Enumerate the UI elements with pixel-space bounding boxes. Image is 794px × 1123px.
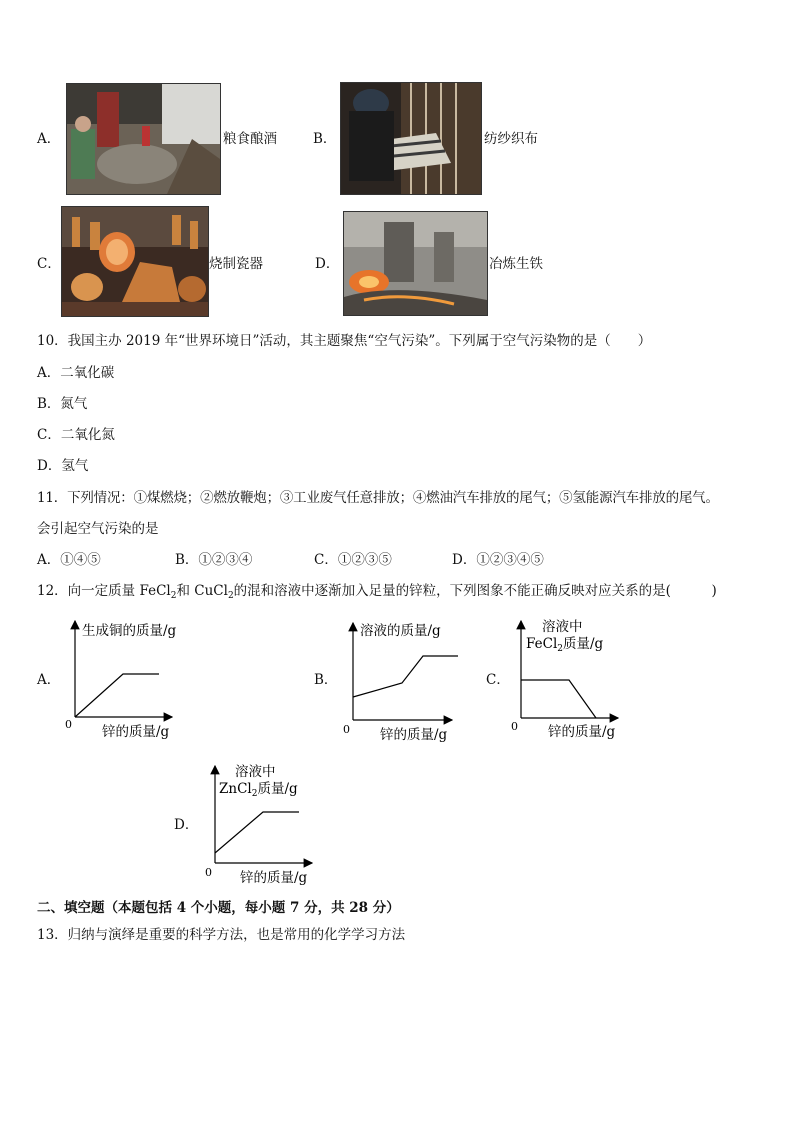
q11-stem-line1: 11．下列情况：①煤燃烧；②燃放鞭炮；③工业废气任意排放；④燃油汽车排放的尾气；⑤氢能源汽车排放的尾气。 [37,490,719,506]
graph-c-xlabel: 锌的质量/g [548,724,616,740]
q12-stem-sub2: 2 [227,591,234,601]
option-c-letter: C． [37,256,61,272]
graph-d-ylabel2-tail: 质量/g [257,781,298,797]
q10-option-b: B．氮气 [37,396,88,412]
graph-d-letter: D． [174,817,199,833]
graph-c-letter: C． [486,672,510,688]
graph-b-origin: 0 [343,723,350,736]
q11-option-d: D．①②③④⑤ [452,552,544,568]
option-a-letter: A． [37,131,61,147]
graph-b-letter: B． [314,672,338,688]
q12-stem-sub1: 2 [170,591,177,601]
graph-c-ylabel2 [526,636,604,654]
q12-stem-part3: 的混和溶液中逐渐加入足量的锌粒，下列图象不能正确反映对应关系的是( ) [233,583,717,599]
option-d-caption: 冶炼生铁 [489,256,543,272]
spinning-weaving-photo [340,82,482,195]
graph-c [508,613,633,748]
graph-d [200,758,330,893]
graph-c-origin: 0 [511,720,518,733]
section-heading: 二、填空题（本题包括 4 个小题，每小题 7 分，共 28 分） [37,900,400,916]
graph-d-ylabel2-sub: 2 [251,789,258,799]
graph-a [60,615,190,750]
q12-stem-part2: 和 CuCl [176,583,228,599]
q11-option-c: C．①②③⑤ [314,552,392,568]
graph-a-xlabel: 锌的质量/g [102,724,170,740]
graph-a-curve [75,674,159,717]
q10-stem: 10．我国主办 2019 年“世界环境日”活动，其主题聚焦“空气污染”。下列属于空气污染物的是（ ） [37,333,652,349]
option-c-caption: 烧制瓷器 [209,256,263,272]
graph-c-ylabel: 溶液中 [542,619,583,635]
graph-b-ylabel: 溶液的质量/g [360,623,441,639]
q12-stem [37,582,717,605]
graph-b [340,615,470,750]
graph-a-letter: A． [37,672,61,688]
iron-smelting-photo [343,211,488,316]
grain-brewing-photo [66,83,221,195]
q10-option-c: C．二氧化氮 [37,427,115,443]
option-b-letter: B． [313,131,337,147]
graph-b-curve [353,656,458,697]
graph-a-ylabel: 生成铜的质量/g [82,623,177,639]
q11-stem-line2: 会引起空气污染的是 [37,521,159,537]
graph-b-xlabel: 锌的质量/g [380,727,448,743]
graph-c-ylabel2-sub: 2 [557,644,563,654]
graph-d-ylabel: 溶液中 [235,764,276,780]
graph-d-ylabel2-main: ZnCl [219,781,252,797]
q10-option-a: A．二氧化碳 [37,365,115,381]
q12-stem-part1: 12．向一定质量 FeCl [37,583,171,599]
graph-d-ylabel2 [219,781,298,799]
graph-a-origin: 0 [65,718,72,731]
q11-option-a: A．①④⑤ [37,552,101,568]
graph-c-ylabel2-tail: 质量/g [563,636,604,652]
q13-stem: 13．归纳与演绎是重要的科学方法，也是常用的化学学习方法 [37,927,406,943]
q11-option-b: B．①②③④ [175,552,253,568]
q10-option-d: D．氢气 [37,458,89,474]
porcelain-firing-photo [61,206,209,317]
option-a-caption: 粮食酿酒 [223,131,277,147]
option-b-caption: 纺纱织布 [484,131,538,147]
graph-d-xlabel: 锌的质量/g [240,870,308,886]
graph-c-curve [521,680,596,718]
graph-c-ylabel2-main: FeCl [526,636,558,652]
option-d-letter: D． [315,256,340,272]
graph-d-curve [215,812,299,853]
graph-d-origin: 0 [205,866,212,879]
